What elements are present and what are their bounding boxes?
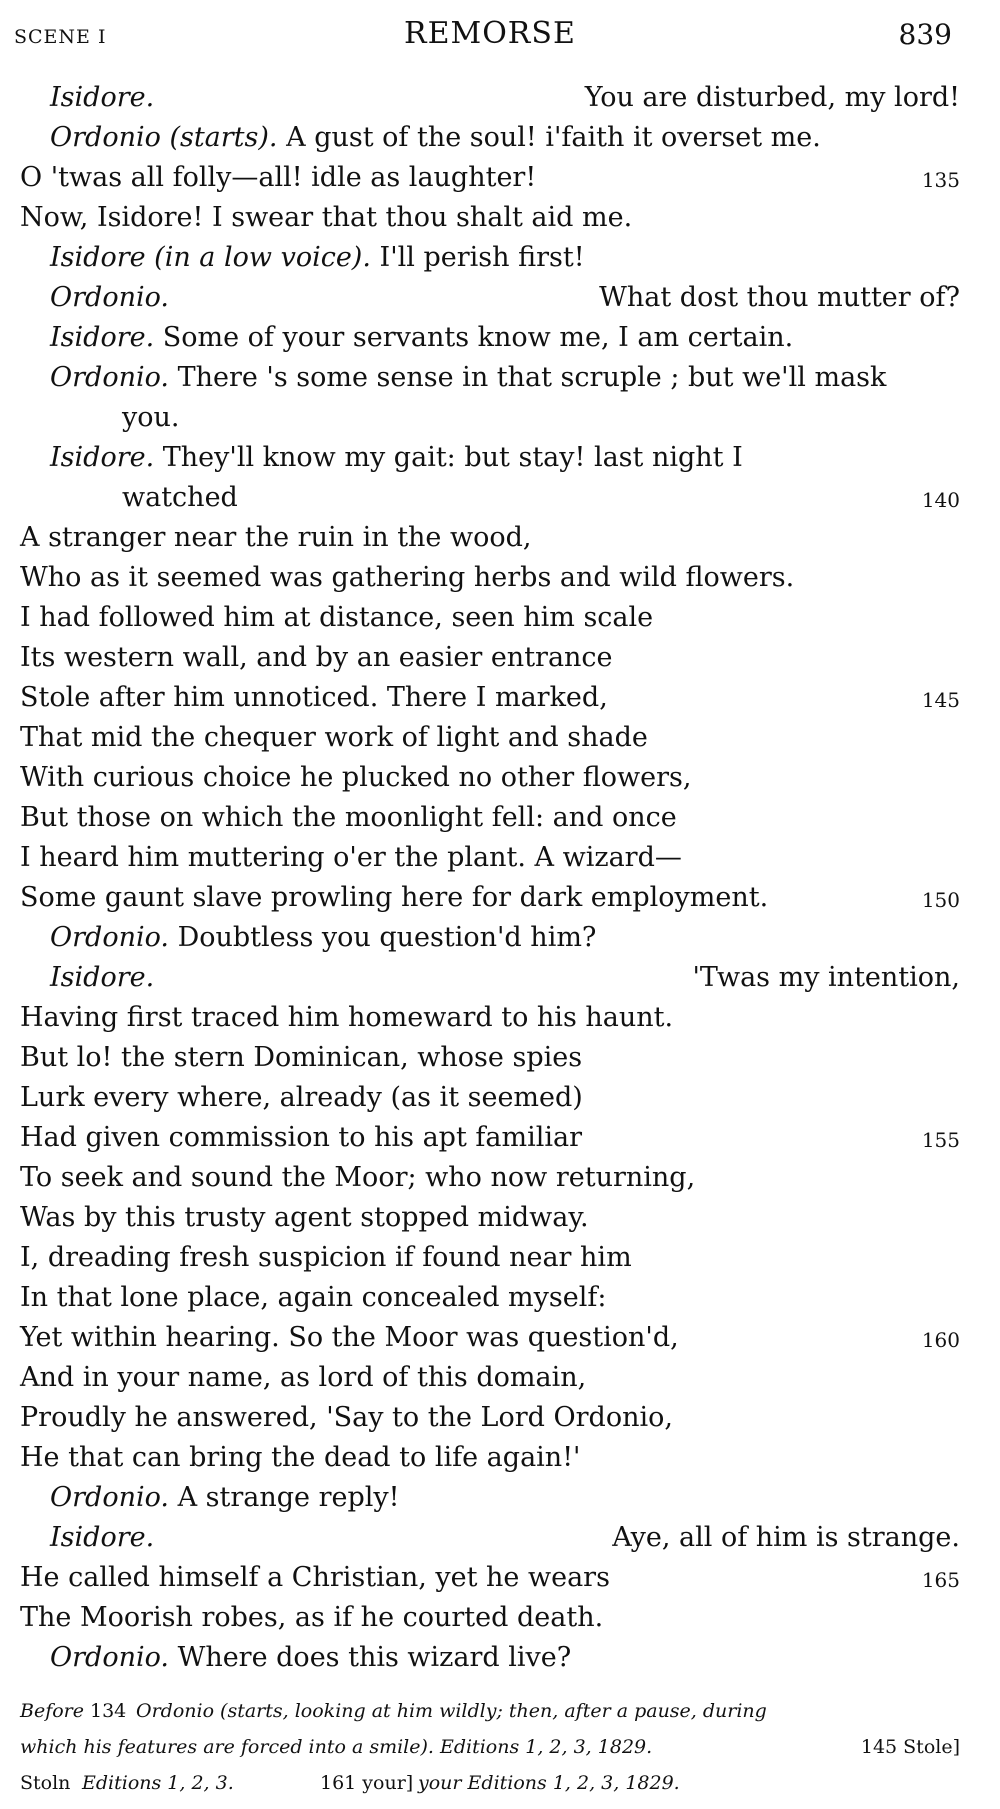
speaker-name: Isidore. (50, 442, 155, 473)
verse-text (20, 878, 768, 918)
line-number: 145 (921, 688, 960, 712)
line-text-right: You are disturbed, my lord! (584, 82, 960, 113)
line-text: Had given commission to his apt familiar (20, 1122, 582, 1153)
verse-text (20, 518, 531, 558)
line-text: Yet within hearing. So the Moor was question'd, (20, 1322, 679, 1353)
verse-text (50, 438, 743, 478)
verse-line (20, 1518, 960, 1558)
line-text: He called himself a Christian, yet he wears (20, 1562, 610, 1593)
verse-text (20, 1398, 673, 1438)
speaker-name: Isidore (in a low voice). (50, 242, 371, 273)
speaker-name: Isidore. (50, 962, 155, 993)
verse-line (20, 718, 960, 758)
verse-text (50, 1518, 154, 1558)
verse-line (20, 598, 960, 638)
line-text: To seek and sound the Moor; who now returning, (20, 1162, 696, 1193)
verse-text (50, 318, 793, 358)
speaker-name: Ordonio. (50, 1482, 169, 1513)
footnote-line-ref: 145 Stole] (860, 1736, 960, 1758)
line-text: Lurk every where, already (as it seemed) (20, 1082, 583, 1113)
line-text: That mid the chequer work of light and shade (20, 722, 648, 753)
verse-text (20, 598, 653, 638)
footnote-line (20, 1729, 960, 1765)
speaker-name: Isidore. (50, 82, 155, 113)
verse-line (20, 478, 960, 518)
verse-line (20, 1198, 960, 1238)
line-text: They'll know my gait: but stay! last night I (162, 442, 743, 473)
speaker-name: Isidore. (50, 1522, 155, 1553)
verse-text (20, 198, 632, 238)
verse-text (20, 1198, 589, 1238)
verse-line (20, 1438, 960, 1478)
verse-text (20, 1238, 632, 1278)
verse-text (50, 118, 821, 158)
verse-text (50, 78, 154, 118)
line-number: 150 (921, 888, 960, 912)
line-text: Its western wall, and by an easier entrance (20, 642, 613, 673)
line-text: A gust of the soul! i'faith it overset me. (286, 122, 821, 153)
verse-line (20, 758, 960, 798)
footnote-text: Before (20, 1700, 85, 1722)
verse-line (20, 1318, 960, 1358)
verse-line (20, 118, 960, 158)
verse-text (20, 158, 536, 198)
line-text: I'll perish first! (379, 242, 585, 273)
footnote-text: which his features are forced into a smile). Editions 1, 2, 3, 1829. (20, 1736, 653, 1758)
verse-text (50, 278, 169, 318)
verse-text (20, 1158, 695, 1198)
verse-line (20, 558, 960, 598)
verse-line (20, 398, 960, 438)
verse-line (20, 638, 960, 678)
line-text: O 'twas all folly—all! idle as laughter! (20, 162, 537, 193)
speaker-name: Ordonio. (50, 282, 169, 313)
verse-line (20, 1358, 960, 1398)
line-text: Having first traced him homeward to his haunt. (20, 1002, 674, 1033)
line-text: Stole after him unnoticed. There I marked, (20, 682, 608, 713)
speaker-name: Isidore. (50, 322, 155, 353)
page-number: 839 (898, 18, 952, 51)
line-text: Doubtless you question'd him? (177, 922, 597, 953)
verse-line (20, 518, 960, 558)
line-text: A stranger near the ruin in the wood, (20, 522, 532, 553)
line-text: In that lone place, again concealed myself: (20, 1282, 607, 1313)
speaker-name: Ordonio. (50, 362, 169, 393)
footnote-line (20, 1693, 960, 1729)
footnote-line (20, 1765, 960, 1801)
speaker-name: Ordonio (starts). (50, 122, 278, 153)
verse-block (20, 78, 960, 1678)
footnote-text: Editions 1, 2, 3. (82, 1772, 234, 1794)
verse-line (20, 438, 960, 478)
footnote-text: Stoln (20, 1772, 71, 1794)
line-text: The Moorish robes, as if he courted death. (20, 1602, 604, 1633)
verse-line (20, 238, 960, 278)
line-text: He that can bring the dead to life again!' (20, 1442, 581, 1473)
line-text: I heard him muttering o'er the plant. A wizard— (20, 842, 682, 873)
footnotes (20, 1693, 960, 1801)
verse-text (122, 398, 179, 438)
verse-text (50, 1478, 400, 1518)
speaker-name: Ordonio. (50, 922, 169, 953)
line-text: Where does this wizard live? (177, 1642, 572, 1673)
line-number: 165 (921, 1568, 960, 1592)
verse-line (20, 1558, 960, 1598)
verse-text (20, 758, 691, 798)
verse-text (20, 678, 608, 718)
line-text: you. (122, 402, 180, 433)
verse-line (20, 318, 960, 358)
verse-line (20, 798, 960, 838)
line-text: Some of your servants know me, I am certain. (162, 322, 794, 353)
line-text: Some gaunt slave prowling here for dark employment. (20, 882, 769, 913)
verse-line (20, 838, 960, 878)
verse-text (20, 1278, 606, 1318)
line-text: I had followed him at distance, seen him scale (20, 602, 654, 633)
footnote-line-ref: 161 your] (320, 1772, 414, 1794)
footnote-text: your Editions 1, 2, 3, 1829. (418, 1772, 680, 1794)
line-number: 140 (921, 488, 960, 512)
verse-text (20, 1558, 610, 1598)
verse-text (50, 918, 596, 958)
line-text-right: Aye, all of him is strange. (612, 1522, 960, 1553)
verse-line (20, 1278, 960, 1318)
footnote-text: Ordonio (starts, looking at him wildly; then, after a pause, during (136, 1700, 767, 1722)
line-text: Proudly he answered, 'Say to the Lord Ordonio, (20, 1402, 673, 1433)
verse-text (20, 1038, 582, 1078)
verse-text (20, 998, 673, 1038)
line-text: There 's some sense in that scruple ; but we'll mask (177, 362, 887, 393)
line-text: Was by this trusty agent stopped midway. (20, 1202, 589, 1233)
verse-text (50, 238, 585, 278)
verse-line (20, 958, 960, 998)
verse-line (20, 78, 960, 118)
verse-line (20, 1398, 960, 1438)
footnote-line-ref: 134 (90, 1700, 127, 1722)
verse-line (20, 998, 960, 1038)
line-text: Who as it seemed was gathering herbs and wild flowers. (20, 562, 795, 593)
verse-text (122, 478, 238, 518)
verse-line (20, 1478, 960, 1518)
page-title: REMORSE (404, 16, 576, 51)
verse-line (20, 918, 960, 958)
line-text-right: 'Twas my intention, (692, 962, 960, 993)
verse-text (20, 718, 648, 758)
line-number: 155 (921, 1128, 960, 1152)
verse-line (20, 198, 960, 238)
verse-line (20, 1158, 960, 1198)
verse-line (20, 1118, 960, 1158)
line-number: 160 (921, 1328, 960, 1352)
speaker-name: Ordonio. (50, 1642, 169, 1673)
verse-line (20, 1078, 960, 1118)
verse-text (20, 1118, 582, 1158)
scene-label: SCENE I (14, 26, 107, 48)
verse-line (20, 878, 960, 918)
line-text: A strange reply! (177, 1482, 400, 1513)
verse-text (20, 558, 794, 598)
verse-text (50, 958, 154, 998)
verse-text (20, 798, 677, 838)
line-text-right: What dost thou mutter of? (599, 282, 960, 313)
line-text: But those on which the moonlight fell: and once (20, 802, 677, 833)
verse-line (20, 158, 960, 198)
line-text: I, dreading fresh suspicion if found near him (20, 1242, 632, 1273)
verse-line (20, 358, 960, 398)
verse-line (20, 1038, 960, 1078)
verse-line (20, 1598, 960, 1638)
line-text: With curious choice he plucked no other flowers, (20, 762, 692, 793)
verse-text (20, 1358, 586, 1398)
verse-line (20, 1238, 960, 1278)
verse-text (50, 1638, 571, 1678)
verse-text (20, 1438, 580, 1478)
line-text: But lo! the stern Dominican, whose spies (20, 1042, 583, 1073)
verse-text (20, 1318, 679, 1358)
line-text: watched (122, 482, 238, 513)
verse-text (20, 638, 613, 678)
verse-line (20, 678, 960, 718)
verse-line (20, 1638, 960, 1678)
line-number: 135 (921, 168, 960, 192)
verse-text (50, 358, 886, 398)
verse-text (20, 1598, 603, 1638)
line-text: And in your name, as lord of this domain, (20, 1362, 587, 1393)
line-text: Now, Isidore! I swear that thou shalt aid me. (20, 202, 633, 233)
verse-text (20, 838, 682, 878)
verse-text (20, 1078, 583, 1118)
verse-line (20, 278, 960, 318)
running-header (14, 14, 952, 58)
